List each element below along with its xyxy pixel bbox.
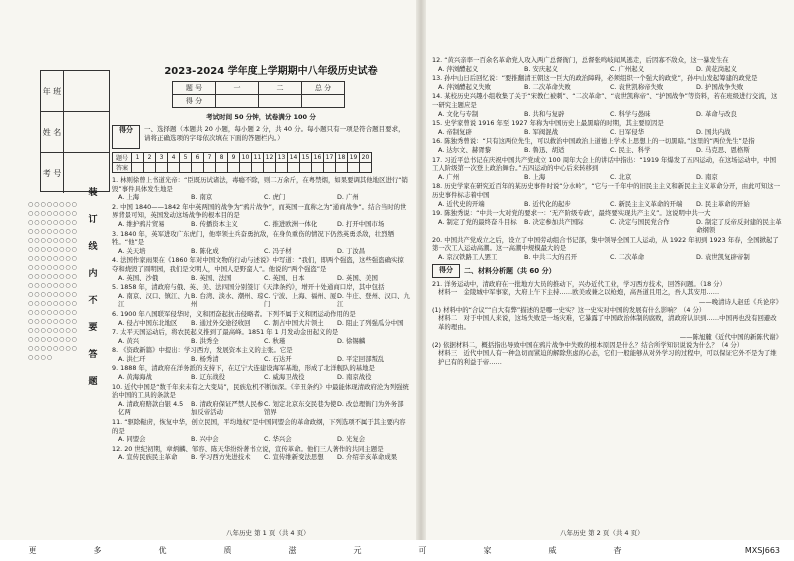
option: A. 黄兴	[118, 336, 140, 345]
question: 9. 1888 年，清政府在洋务派的支持下，在辽宁大连建设海军基地，形成了北洋舰队的基地是	[112, 364, 375, 373]
bottom-strip: 更 多 优 质 滋 元 可 家 威 杳 MXSJ663	[0, 540, 794, 561]
options	[438, 173, 782, 182]
options	[118, 400, 410, 417]
material-three: 材料三 近代中国人有一种急切而紧迫的解除焦虑的心态，它们一般能够从对外学习的过程中，可以保证它外不是为了维护已有的利益于帝……	[438, 349, 777, 366]
option: A. 广州	[438, 172, 460, 181]
option: D. 南京战役	[337, 373, 372, 382]
option: D. 丁汝昌	[337, 246, 366, 255]
exam-number-label: 考 号	[41, 153, 64, 193]
answer-cell-17[interactable]	[324, 163, 336, 173]
option: B. 学习西方先进技术	[191, 453, 251, 462]
answer-cell-19[interactable]	[348, 163, 360, 173]
material-two-source: ——陈旭麓《近代中国的新陈代谢》	[679, 332, 782, 341]
options	[118, 220, 410, 229]
section-one-instructions: 一、选择题（本题共 20 小题，每小题 2 分，共 40 分。每小题只有一项是符合题目要求，请将正确选项的字母依次填在下面的答题栏内。）	[144, 125, 405, 142]
options	[118, 193, 410, 202]
option: A. 上海	[118, 193, 140, 202]
option: A. 侵占中国东北地区	[118, 318, 178, 327]
option: A. 清政府赔款白银 4.5 亿两	[118, 399, 184, 417]
options	[438, 146, 782, 155]
option: C. 割占中国大片领土	[264, 318, 324, 327]
option: D. 牛庄、登州、汉口、九江	[337, 291, 410, 309]
option: D. 南京	[696, 172, 718, 181]
option: C. 石达开	[264, 354, 292, 363]
option: D. 打开中国市场	[337, 219, 385, 228]
question: 13. 孙中山日后回忆说：“要推翻清王朝这一巨大的政治障碍，必须组织一个强大的政党”，孙中山发起筹建的政党是	[432, 74, 758, 83]
option: C. 虎门	[264, 193, 286, 202]
option: A. 京汉铁路工人罢工	[438, 253, 498, 262]
option: B. 通过外交途径收回	[191, 318, 251, 327]
options	[118, 319, 410, 328]
option: A. 维护鸦片贸易	[118, 219, 165, 228]
answer-cell-10[interactable]	[240, 163, 252, 173]
option: C. 新民主主义革命的开端	[610, 199, 683, 208]
material-one-source: ——晚清诗人赵廷《兵论序》	[698, 297, 782, 306]
option: D. 民主革命的开始	[696, 199, 750, 208]
question: 15. 史学家曾说 1916 年至 1927 年称为中国历史上最黑暗的时期，其主要原因是	[432, 119, 664, 128]
option: B. 决定参加共产国际	[524, 217, 584, 226]
option: A. 关天培	[118, 246, 146, 255]
option: D. 阻止了列强瓜分中国	[337, 318, 404, 327]
option: C. 华兴会	[264, 435, 292, 444]
option: A. 萍浏醴起义	[438, 64, 479, 73]
option: A. 宣传民族民主革命	[118, 453, 178, 462]
option: A. 南京、汉口、镇江、九江	[118, 291, 191, 309]
question: 7. 太平天国运动后，将农民起义推到了最高峰。1851 年 1 月发动金田起义的是	[112, 328, 339, 337]
name-label: 姓 名	[41, 112, 64, 152]
exam-title: 2023-2024 学年度上学期期中八年级历史试卷	[164, 66, 378, 77]
question: 19. 陈独秀说：“中共一大对党的要求一：‘无产阶级专政’，最终要实现共产主义”。这说明中共一大	[432, 209, 711, 218]
option: A. 洪仁玕	[118, 354, 146, 363]
options	[118, 274, 410, 283]
options	[438, 65, 782, 74]
answer-cell-1[interactable]	[132, 163, 144, 173]
option: D. 英国、美国	[337, 273, 378, 282]
question: 3. 1840 年，英军进攻广东虎门，他率领士兵奋勇抗敌，在身负重伤的情况下仍然英勇杀敌，壮烈牺牲。“他”是	[112, 229, 395, 247]
option: D. 国共内战	[696, 127, 731, 136]
option: D. 光复会	[337, 435, 366, 444]
answer-cell-11[interactable]	[252, 163, 264, 173]
option: A. 英国、沙俄	[118, 273, 159, 282]
option: C. 日军侵华	[610, 127, 645, 136]
option: C. 威海卫战役	[264, 373, 305, 382]
option: C. 英国、日本	[264, 273, 305, 282]
option: C. 推进欧洲一体化	[264, 219, 318, 228]
option: B. 辽东战役	[191, 373, 226, 382]
exam-note: 考试时间 50 分钟，试卷满分 100 分	[206, 113, 316, 121]
binding-seal-text: 装 订 线 内 不 要 答 题	[88, 188, 98, 387]
option: A. 近代史的开端	[438, 199, 485, 208]
answer-cell-20[interactable]	[360, 163, 372, 173]
left-page	[112, 56, 410, 463]
option: B. 英国、法国	[191, 273, 232, 282]
section-one-score-box: 得分	[112, 125, 140, 149]
options	[438, 128, 782, 137]
options	[438, 253, 782, 262]
section-two-score-box: 得分	[432, 264, 460, 278]
material-one: 材料一 金陵城中军事家，大府上午下主持……欧美或兼之以枪炮，高吾道且用之，吾人其安用……	[438, 288, 720, 297]
option: B. 清政府保证严禁人民参加反帝活动	[191, 399, 264, 417]
answer-cell-5[interactable]	[180, 163, 192, 173]
option: C. 秋瑾	[264, 336, 286, 345]
options	[118, 247, 410, 256]
score-cell-1[interactable]	[216, 95, 259, 108]
answer-cell-4[interactable]	[168, 163, 180, 173]
option: C. 宣传维新变法思想	[264, 453, 324, 462]
score-cell-total[interactable]	[302, 95, 345, 108]
option: A. 萍浏醴起义失败	[438, 82, 492, 91]
answer-cell-16[interactable]	[312, 163, 324, 173]
options	[438, 110, 782, 119]
options	[118, 292, 410, 309]
option: B. 二次革命失败	[524, 82, 571, 91]
answer-cell-2[interactable]	[144, 163, 156, 173]
option: D. 护国战争失败	[696, 82, 744, 91]
option: C. 决定与国民党合作	[610, 217, 670, 226]
question-21-part-2: (2) 依据材料二，概括指出导致中国在鸦片战争中失败的根本原因是什么？结合所学知识说说为什么？（4 分）	[432, 340, 744, 349]
option: D. 马克思、恩格斯	[696, 145, 750, 154]
question-21-part-1: (1) 材料中的“合议”“自大有弊”描述的是哪一史实？这一史实对中国的发展有什么影响？（4 分）	[432, 305, 706, 314]
option: D. 广州	[337, 193, 359, 202]
options	[118, 373, 410, 382]
options	[438, 200, 782, 209]
question: 20. 中国共产党成立之后，设立了中国劳动组合书记部，集中领导全国工人运动，从 1922 年初到 1923 年春，全国掀起了第一次工人运动高潮。这一高潮中规模最大的是	[432, 235, 779, 253]
options	[118, 337, 410, 346]
option: B. 兴中会	[191, 435, 219, 444]
student-info-box	[40, 70, 110, 192]
question-21: 21. 洋务运动中，清政府在一批地方大员的推动下，兴办近代工业，学习西方技术，回答问题。（18 分）	[432, 279, 726, 288]
answer-cell-6[interactable]	[192, 163, 204, 173]
option: C. 广州起义	[610, 64, 645, 73]
option: B. 鲁迅、胡适	[524, 145, 565, 154]
option: D. 革命与改良	[696, 109, 737, 118]
question: 1. 林则徐曾上书道光帝：“臣既历试诸法，毒瘾不除，则二万余斤，在粤禁烟，如果要调其他地区进行“销毁”事件具体发生地是	[112, 176, 408, 193]
section-one-header	[112, 125, 410, 149]
answer-grid: 题号 1 2 3 4 5 6 7 8 9 10 11 12 13 14 15 16 17 18 19 20 答案	[112, 152, 372, 173]
answer-cell-14[interactable]	[288, 163, 300, 173]
option: C. 划定北京东交民巷为使馆界	[264, 399, 337, 417]
option: A. 黄海海战	[118, 373, 152, 382]
option: B. 洪秀全	[191, 336, 219, 345]
left-questions	[112, 176, 410, 462]
question: 6. 1900 年八国联军侵华时，义和团奋起抗击侵略者。下列不属于义和团运动作用的是	[112, 309, 356, 318]
footer-left: 八年历史 第 1 页（共 4 页）	[226, 529, 310, 537]
option: B. 近代化的起步	[524, 199, 571, 208]
answer-cell-7[interactable]	[204, 163, 216, 173]
option: C. 冯子材	[264, 246, 292, 255]
options	[438, 83, 782, 92]
score-cell-2[interactable]	[259, 95, 302, 108]
paper-code: MXSJ663	[744, 546, 780, 555]
question: 16. 陈独秀曾说：“只有这两位先生，可以救治中国政治上道德上学术上思想上的一切黑暗。”这里的“两位先生”是指	[432, 137, 755, 146]
option: D. 袁世凯复辟帝制	[696, 253, 750, 262]
option: D. 徐锡麟	[337, 336, 366, 345]
option: B. 中共二大的召开	[524, 253, 578, 262]
option: C. 二次革命	[610, 253, 645, 262]
option: D. 平定回部叛乱	[337, 354, 385, 363]
option: D. 改总理衙门为外务部	[337, 399, 404, 408]
right-page	[432, 56, 782, 366]
option: A. 达尔文、赫胥黎	[438, 145, 492, 154]
option: B. 军阀混战	[524, 127, 559, 136]
option: A. 文化与专制	[438, 109, 479, 118]
option: C. 北京	[610, 172, 632, 181]
page-fold	[416, 0, 426, 540]
option: A. 同盟会	[118, 435, 146, 444]
question: 4. 法国作家雨果在《1860 年对中国文物的行动与述说》中写道：“我们，即两个强盗，这些强盗确实掠夺和烧毁了圆明园，我们是文明人，中国人是野蛮人”。他说的“两个强盗”是	[112, 256, 404, 273]
material-two: 材料二 对于中国人来说，这场失败是一场灾难，它暴露了中国政治体制的腐败，清政府认识到……中国再也没有回避改革的理由。	[438, 314, 777, 332]
question: 2. 中国 1840——1842 年中英两国的战争为“鸦片战争”，而英国一直称之为“通商战争”。结合当时的世界背景可知，英国发动这场战争的根本目的是	[112, 202, 407, 220]
answer-cell-12[interactable]	[264, 163, 276, 173]
option: D. 黄花岗起义	[696, 64, 737, 73]
options	[118, 355, 410, 364]
question: 14. 某校历史兴趣小组收集了关于“宋教仁被刺”、“二次革命”、“袁世凯称帝”、“护国战争”等资料，若在班级进行交流，这一研究主题应是	[432, 92, 778, 109]
answer-cell-15[interactable]	[300, 163, 312, 173]
answer-cell-13[interactable]	[276, 163, 288, 173]
question: 17. 习近平总书记在庆祝中国共产党成立 100 周年大会上的讲话中指出：“1919 年爆发了五四运动，在这场运动中，中国工人阶级第一次登上政治舞台。”五四运动的中心后来转移到	[432, 155, 777, 173]
option: B. 陈化成	[191, 246, 219, 255]
option: B. 南京	[191, 193, 213, 202]
answer-cell-18[interactable]	[336, 163, 348, 173]
option: A. 帝制复辟	[438, 127, 472, 136]
footer-right: 八年历史 第 2 页（共 4 页）	[560, 529, 644, 537]
options	[118, 453, 410, 462]
option: C. 科学与愚昧	[610, 109, 651, 118]
option: D. 介绍辛亥革命成果	[337, 453, 398, 462]
score-table: 题 号 一 二 总 分 得 分	[172, 81, 345, 108]
section-two-header	[432, 264, 782, 278]
option: C. 民主、科学	[610, 145, 651, 154]
option: B. 杨秀清	[191, 354, 219, 363]
binding-dots: ○○○○○○○○○○○○○○○○○○○○○○○○○○○○○○○○○○○○○○○○○○○○○○○○○○○○○○○○○○○○○○○○○○○○○○○○○○○○○○○○○○○○○○○○○○○○○○○○○○○○○○○○○○○○○○○○○○○○○○○○○○○○○○○○○○○○○○○○○○○○	[28, 201, 78, 361]
option: C. 宁波、上海、福州、厦门	[264, 291, 337, 309]
option: B. 台湾、淡水、潮州、琼州	[191, 291, 264, 309]
option: D. 制定了反帝反封建的民主革命纲领	[696, 217, 782, 235]
answer-cell-9[interactable]	[228, 163, 240, 173]
option: A. 制定了党的最终奋斗目标	[438, 217, 517, 226]
option: B. 上海	[524, 172, 546, 181]
class-label: 年 班	[41, 71, 64, 111]
right-questions	[432, 56, 782, 262]
question: 10. 近代中国是“数千年来未有之大变局”，民族危机不断加深。《辛丑条约》中最能体现清政府沦为列强统治中国的工具的条款是	[112, 382, 409, 400]
options	[118, 435, 410, 444]
question: 18. 历史学家在研究近百年的某历史事件时说“分水岭”，“它与一千年中的旧民主主义和新民主主义革命分开，由此可知这一历史事件标志着中国	[432, 182, 781, 199]
option: B. 传播资本主义	[191, 219, 238, 228]
question: 5. 1858 年，清政府与俄、英、美、法四国分别签订《天津条约》，增开十处通商口岸，其中包括	[112, 283, 385, 292]
option: B. 共和与复辟	[524, 109, 565, 118]
question: 8. 《资政新篇》中提出：学习西方，发展资本主义的主张。它是	[112, 346, 293, 355]
option: B. 安庆起义	[524, 64, 559, 73]
question: 12. 20 世纪初期，章炳麟、邹容、陈天华纷纷著书立说，宣传革命。他们三人著作的共同主题是	[112, 444, 384, 453]
section-two-title: 二、材料分析题（共 60 分）	[464, 266, 556, 275]
answer-cell-8[interactable]	[216, 163, 228, 173]
answer-cell-3[interactable]	[156, 163, 168, 173]
options	[438, 218, 782, 235]
question: 11. “驱除鞑虏，恢复中华，创立民国，平均地权”是中国同盟会的革命政纲，下列选项不属于其主要内容的是	[112, 418, 406, 435]
option: C. 袁世凯称帝失败	[610, 82, 664, 91]
question: 12. “黄兴亲率一百余名革命党人攻入两广总督衙门，总督张鸣岐闻风逃走，后因寡不敌众，这一暴发生在	[432, 56, 729, 64]
